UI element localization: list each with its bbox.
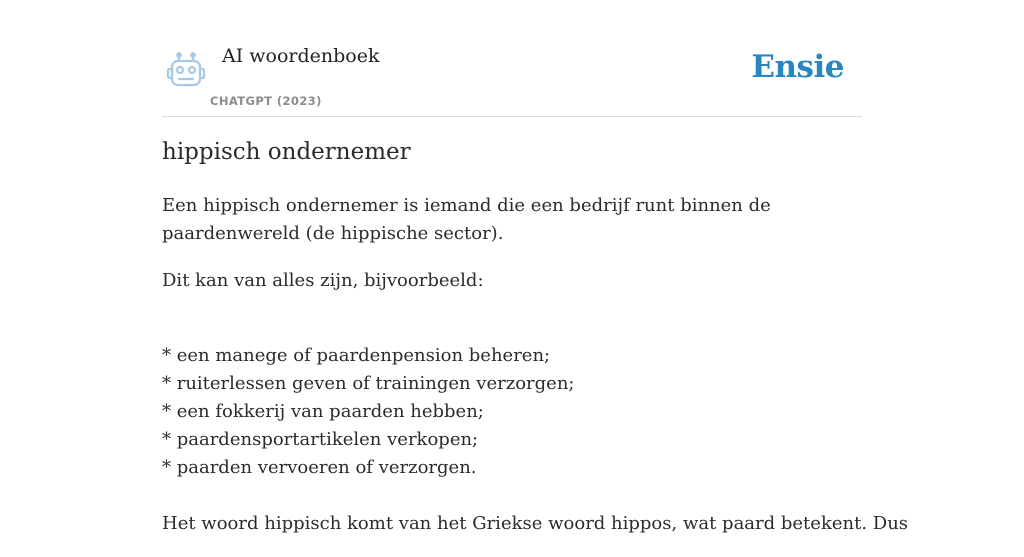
header	[162, 0, 862, 117]
page	[162, 0, 909, 534]
brand-logo[interactable]: Ensie	[751, 49, 844, 85]
list-item: * paardensportartikelen verkopen;	[162, 429, 479, 450]
entry-definition	[162, 192, 909, 557]
list-item: * paarden vervoeren of verzorgen.	[162, 457, 477, 478]
definition-paragraph: Een hippisch ondernemer is iemand die een bedrijf runt binnen de paardenwereld (de hippische sector).	[162, 195, 771, 244]
definition-paragraph: Het woord hippisch komt van het Griekse woord hippos, wat paard betekent. Dus	[162, 513, 909, 534]
list-item: * ruiterlessen geven of trainingen verzorgen;	[162, 373, 575, 394]
dictionary-subtitle: CHATGPT (2023)	[210, 94, 322, 108]
definition-paragraph: Dit kan van alles zijn, bijvoorbeeld:	[162, 270, 484, 291]
robot-icon	[166, 52, 206, 90]
definition-list	[162, 342, 862, 482]
dictionary-title[interactable]: AI woordenboek	[222, 45, 380, 67]
list-item: * een manege of paardenpension beheren;	[162, 345, 551, 366]
list-item: * een fokkerij van paarden hebben;	[162, 401, 484, 422]
spacer	[162, 314, 862, 342]
entry-term: hippisch ondernemer	[162, 139, 411, 165]
